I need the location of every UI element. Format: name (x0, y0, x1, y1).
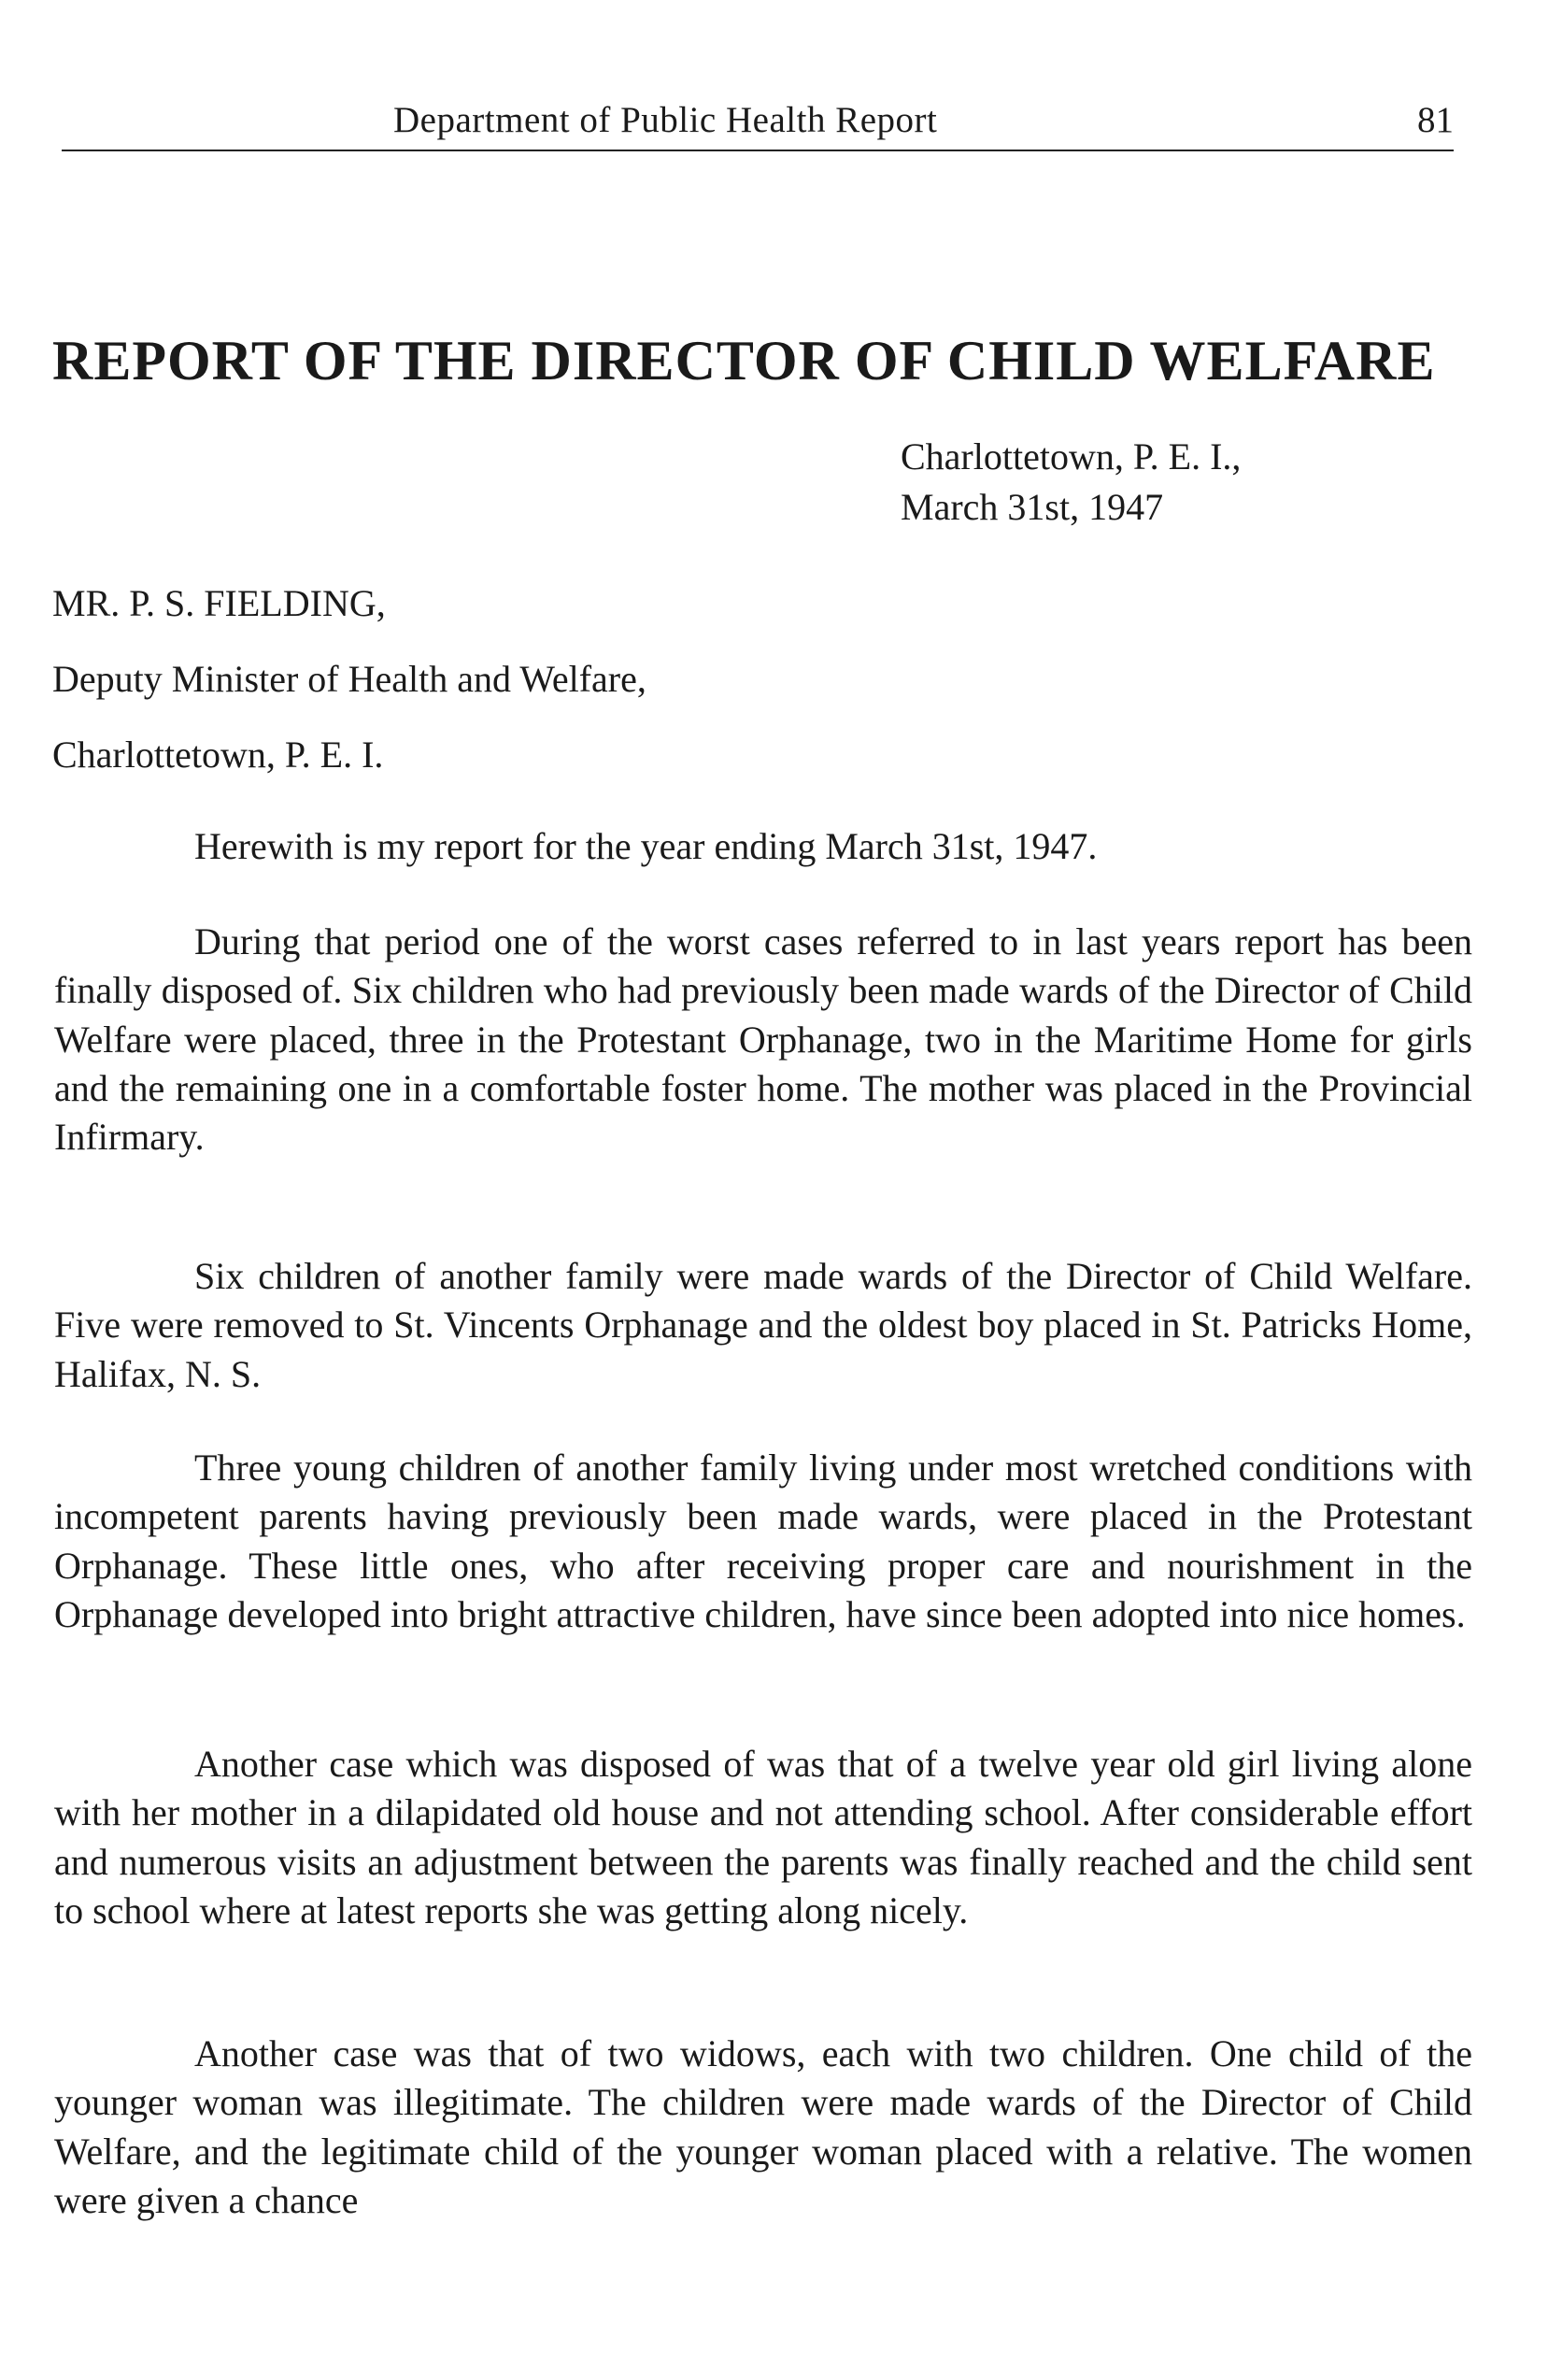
running-head (62, 95, 1454, 151)
dateline-place: Charlottetown, P. E. I., (901, 435, 1242, 477)
paragraph-1 (54, 918, 1472, 1161)
paragraph-intro (54, 822, 1472, 871)
dateline (901, 432, 1241, 533)
dateline-date: March 31st, 1947 (901, 486, 1164, 528)
paragraph-text: Another case which was disposed of was that of a twelve year old girl living alone with her mother in a dilapidated old house and not attending school. After considerable effort and numerous visits an adjustment between the parents was finally reached and the child sent to school where at latest reports she was getting along nicely. (54, 1743, 1472, 1931)
addressee-location: Charlottetown, P. E. I. (52, 734, 384, 776)
paragraph-2 (54, 1252, 1472, 1399)
address-block (52, 581, 646, 808)
paragraph-text: Another case was that of two widows, each with two children. One child of the younger woman was illegitimate. The children were made wards of the Director of Child Welfare, and the legitimate child of the younger woman placed with a relative. The women were given a chance (54, 2032, 1472, 2221)
paragraph-text: Six children of another family were made wards of the Director of Child Welfare. Five were removed to St. Vincents Orphanage and the oldest boy placed in St. Patricks Home, Halifax, N. S. (54, 1255, 1472, 1395)
paragraph-text: During that period one of the worst cases referred to in last years report has been finally disposed of. Six children who had previously been made wards of the Director of Child Welfare were placed, three in the Protestant Orphanage, two in the Maritime Home for girls and the remaining one in a comfortable foster home. The mother was placed in the Provincial Infirmary. (54, 920, 1472, 1159)
paragraph-3 (54, 1444, 1472, 1639)
paragraph-4 (54, 1740, 1472, 1935)
running-head-title: Department of Public Health Report (393, 100, 938, 140)
report-title: REPORT OF THE DIRECTOR OF CHILD WELFARE (52, 330, 1436, 392)
paragraph-text: Herewith is my report for the year ending March 31st, 1947. (194, 825, 1098, 867)
addressee-position: Deputy Minister of Health and Welfare, (52, 658, 646, 700)
addressee-name: MR. P. S. FIELDING, (52, 582, 386, 624)
page-number: 81 (1417, 100, 1454, 140)
paragraph-text: Three young children of another family living under most wretched conditions with incompetent parents having previously been made wards, were placed in the Protestant Orphanage. These little ones, who after receiving proper care and nourishment in the Orphanage developed into bright attractive children, have since been adopted into nice homes. (54, 1447, 1472, 1635)
paragraph-5 (54, 2030, 1472, 2225)
